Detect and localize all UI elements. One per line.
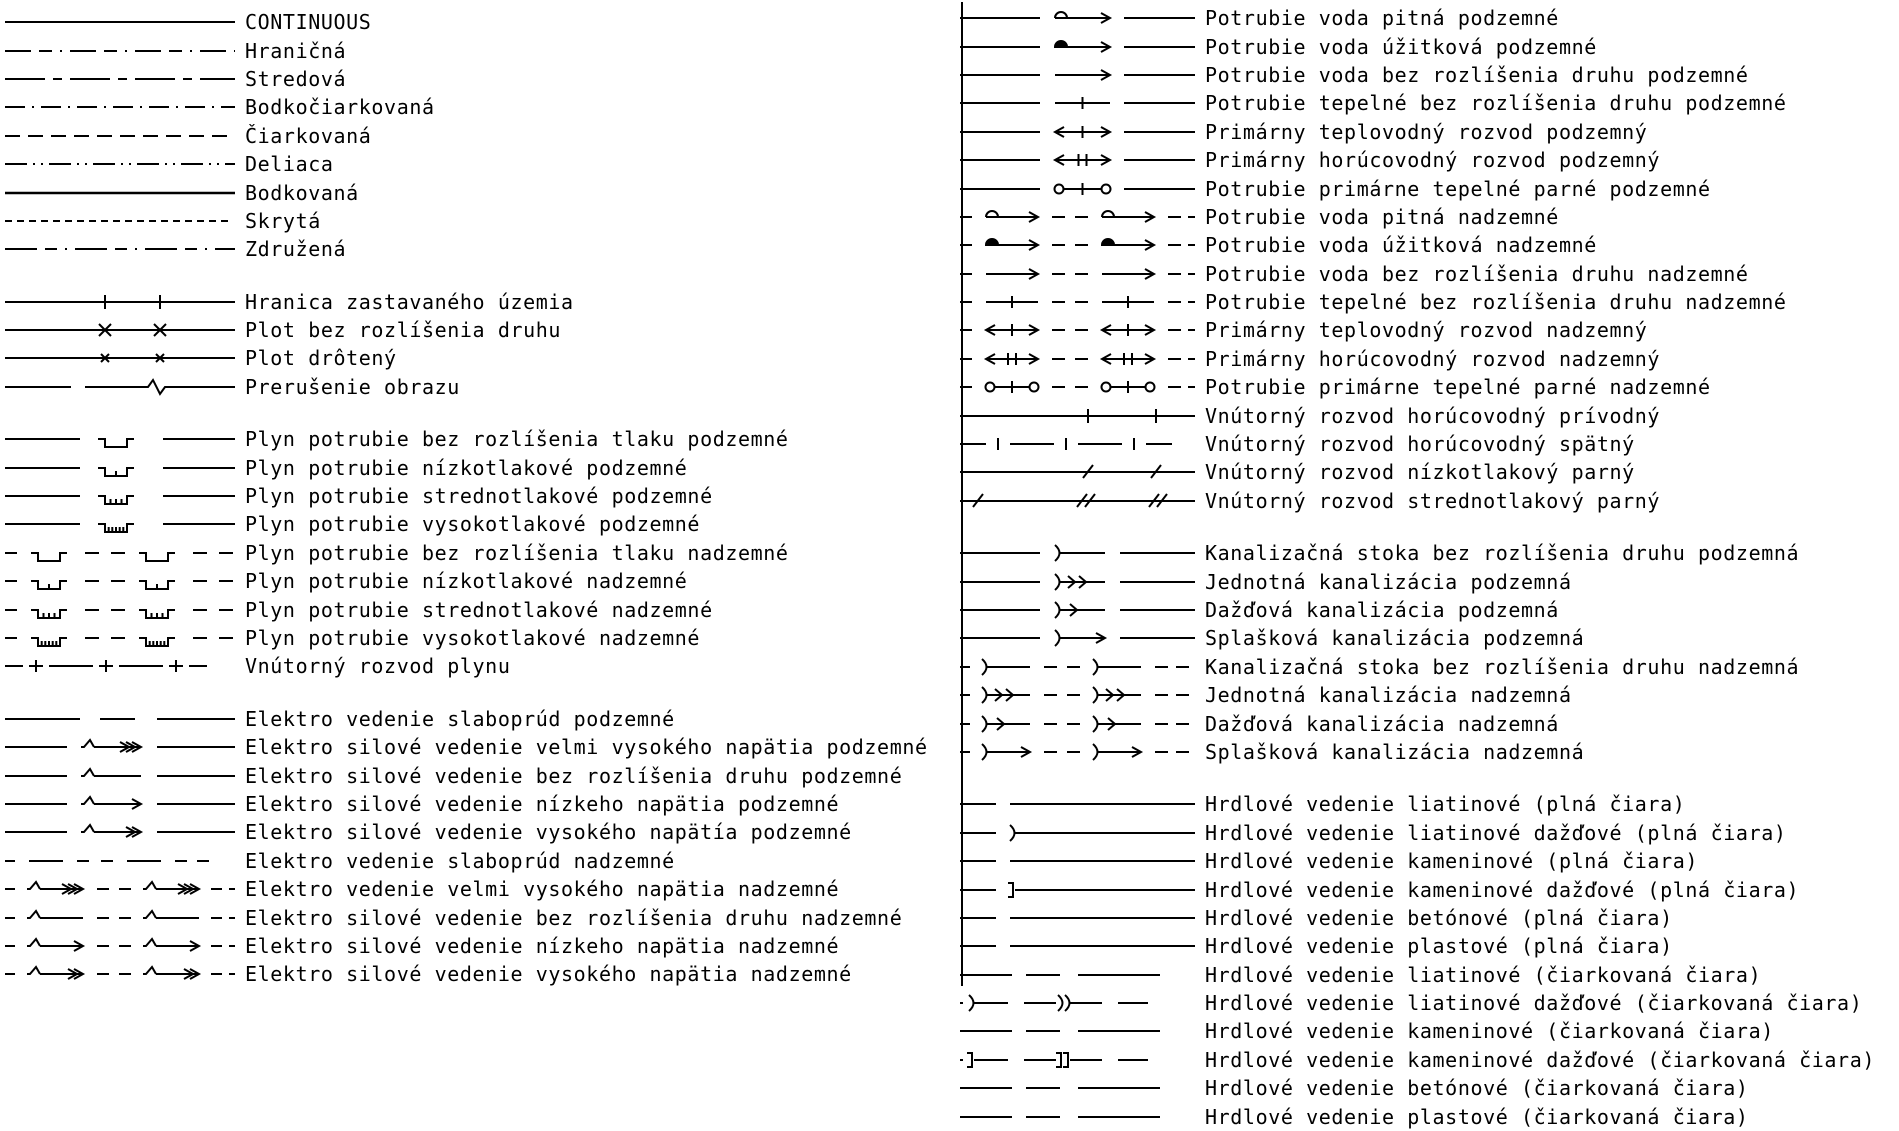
legend-label: Potrubie tepelné bez rozlíšenia druhu nadzemné — [1205, 290, 1787, 315]
legend-label: Hrdlové vedenie liatinové dažďové (plná čiara) — [1205, 820, 1787, 845]
heat-warm-solid-icon — [960, 119, 1195, 145]
socket-solid-icon — [960, 933, 1195, 959]
socket-dashed-icon — [960, 1104, 1195, 1130]
legend-row — [5, 539, 928, 567]
legend-label: Primárny teplovodný rozvod podzemný — [1205, 119, 1648, 144]
elec-plain-dashed-icon — [5, 905, 235, 931]
legend-row — [960, 989, 1875, 1017]
gas-mid-solid-icon — [5, 483, 235, 509]
legend-row — [5, 36, 928, 64]
legend-row — [5, 595, 928, 623]
legend-label: Prerušenie obrazu — [245, 374, 460, 399]
legend-label: Hrdlové vedenie betónové (plná čiara) — [1205, 905, 1673, 930]
legend-label: Stredová — [245, 66, 347, 91]
legend-column-left — [5, 8, 928, 989]
legend-label: Potrubie voda pitná podzemné — [1205, 6, 1559, 31]
legend-label: Potrubie voda bez rozlíšenia druhu podzemné — [1205, 62, 1749, 87]
dotted-dense-icon — [5, 180, 235, 206]
legend-row — [5, 960, 928, 988]
socket-solid-icon — [960, 791, 1195, 817]
sewer-waste-solid-icon — [960, 625, 1195, 651]
legend-label: Potrubie tepelné bez rozlíšenia druhu podzemné — [1205, 91, 1787, 116]
legend-label: Elektro silové vedenie velmi vysokého napätia podzemné — [245, 735, 928, 760]
legend-row — [5, 65, 928, 93]
line-plus-marks-icon — [5, 289, 235, 315]
legend-row — [960, 288, 1875, 316]
legend-label: Primárny horúcovodný rozvod podzemný — [1205, 148, 1661, 173]
legend-row — [5, 425, 928, 453]
dash-dot-dot-icon — [5, 151, 235, 177]
legend-label: CONTINUOUS — [245, 10, 372, 35]
legend-label: Skrytá — [245, 208, 321, 233]
legend-row — [5, 818, 928, 846]
legend-row — [960, 932, 1875, 960]
legend-row — [960, 430, 1875, 458]
legend-label: Dažďová kanalizácia nadzemná — [1205, 711, 1559, 736]
dashed-icon — [5, 123, 235, 149]
legend-row — [960, 539, 1875, 567]
gas-plain-solid-icon — [5, 426, 235, 452]
legend-label: Jednotná kanalizácia podzemná — [1205, 569, 1572, 594]
elec-weak-solid-icon — [5, 706, 235, 732]
section-electric-lines — [5, 705, 928, 989]
gas-mid-dashed-icon — [5, 597, 235, 623]
legend-label: Elektro silové vedenie bez rozlíšenia druhu podzemné — [245, 763, 903, 788]
legend-label: Dažďová kanalizácia podzemná — [1205, 598, 1559, 622]
legend-label: Elektro vedenie velmi vysokého napätia nadzemné — [245, 877, 840, 902]
legend-label: Plyn potrubie bez rozlíšenia tlaku podzemné — [245, 427, 789, 452]
legend-row — [960, 203, 1875, 231]
legend-row — [960, 4, 1875, 32]
legend-row — [5, 932, 928, 960]
legend-label: Hrdlové vedenie plastové (čiarkovaná čiara) — [1205, 1104, 1749, 1129]
legend-label: Bodkočiarkovaná — [245, 95, 435, 120]
elec-vvn-dashed-icon — [5, 876, 235, 902]
heat-plain-dashed-icon — [960, 289, 1195, 315]
section-gas-pipes — [5, 425, 928, 681]
legend-label: Združená — [245, 237, 347, 262]
legend-row — [960, 146, 1875, 174]
legend-column-right — [960, 4, 1875, 1131]
water-plain-solid-icon — [960, 62, 1195, 88]
legend-label: Plyn potrubie vysokotlakové nadzemné — [245, 626, 701, 650]
heat-plain-solid-icon — [960, 90, 1195, 116]
legend-label: Hrdlové vedenie betónové (čiarkovaná čiara) — [1205, 1076, 1749, 1101]
legend-label: Potrubie voda bez rozlíšenia druhu nadzemné — [1205, 261, 1749, 286]
inner-line-dblslash-icon — [960, 488, 1195, 514]
sewer-comb-solid-icon — [960, 569, 1195, 595]
sewer-rain-dashed-icon — [960, 711, 1195, 737]
legend-row — [5, 875, 928, 903]
sewer-plain-solid-icon — [960, 540, 1195, 566]
legend-label: Kanalizačná stoka bez rozlíšenia druhu podzemná — [1205, 541, 1800, 566]
legend-row — [960, 61, 1875, 89]
legend-row — [960, 345, 1875, 373]
legend-label: Potrubie voda pitná nadzemné — [1205, 204, 1559, 229]
socket-dashed-bracket-icon — [960, 1047, 1195, 1073]
legend-row — [5, 150, 928, 178]
legend-label: Vnútorný rozvod horúcovodný prívodný — [1205, 403, 1661, 428]
legend-row — [5, 903, 928, 931]
legend-row — [5, 373, 928, 401]
socket-dashed-icon — [960, 962, 1195, 988]
legend-label: Vnútorný rozvod strednotlakový parný — [1205, 488, 1661, 513]
water-plain-dashed-icon — [960, 261, 1195, 287]
socket-solid-bracket-icon — [960, 877, 1195, 903]
elec-weak-dashed-icon — [5, 848, 235, 874]
legend-row — [960, 1074, 1875, 1102]
socket-dashed-icon — [960, 1018, 1195, 1044]
legend-label: Potrubie voda úžitková podzemné — [1205, 34, 1597, 59]
legend-label: Jednotná kanalizácia nadzemná — [1205, 683, 1572, 708]
legend-label: Bodkovaná — [245, 180, 359, 205]
legend-label: Plyn potrubie nízkotlakové nadzemné — [245, 569, 688, 594]
legend-label: Potrubie voda úžitková nadzemné — [1205, 233, 1597, 258]
legend-row — [5, 316, 928, 344]
legend-row — [5, 207, 928, 235]
sewer-comb-dashed-icon — [960, 682, 1195, 708]
legend-label: Hrdlové vedenie kameninové (čiarkovaná čiara) — [1205, 1019, 1774, 1044]
elec-vn-dashed-icon — [5, 961, 235, 987]
socket-dashed-paren-icon — [960, 990, 1195, 1016]
legend-row — [5, 178, 928, 206]
line-x-small-marks-icon — [5, 345, 235, 371]
legend-label: Splašková kanalizácia podzemná — [1205, 626, 1585, 651]
legend-label: Plot drôtený — [245, 346, 397, 371]
legend-row — [5, 624, 928, 652]
legend-label: Plyn potrubie strednotlakové podzemné — [245, 484, 713, 509]
legend-label: Elektro silové vedenie vysokého napätía podzemné — [245, 820, 852, 845]
socket-solid-paren-icon — [960, 820, 1195, 846]
legend-row — [960, 847, 1875, 875]
legend-label: Hrdlové vedenie liatinové dažďové (čiarkovaná čiara) — [1205, 991, 1863, 1016]
legend-label: Elektro vedenie slaboprúd nadzemné — [245, 848, 675, 873]
legend-row — [5, 235, 928, 263]
legend-row — [5, 567, 928, 595]
legend-row — [5, 344, 928, 372]
legend-row — [5, 847, 928, 875]
elec-vn-solid-icon — [5, 819, 235, 845]
water-filled-dashed-icon — [960, 232, 1195, 258]
legend-row — [960, 567, 1875, 595]
heat-hot-solid-icon — [960, 147, 1195, 173]
legend-label: Hraničná — [245, 38, 347, 63]
legend-row — [5, 790, 928, 818]
legend-label: Plyn potrubie strednotlakové nadzemné — [245, 597, 713, 622]
legend-row — [5, 482, 928, 510]
legend-row — [960, 1046, 1875, 1074]
legend-row — [960, 738, 1875, 766]
elec-nn-solid-icon — [5, 791, 235, 817]
legend-row — [960, 316, 1875, 344]
legend-label: Plot bez rozlíšenia druhu — [245, 318, 562, 343]
legend-row — [960, 709, 1875, 737]
legend-row — [960, 174, 1875, 202]
heat-hot-dashed-icon — [960, 346, 1195, 372]
legend-row — [960, 681, 1875, 709]
water-open-solid-icon — [960, 5, 1195, 31]
section-basic-linetypes — [5, 8, 928, 264]
line-x-marks-icon — [5, 317, 235, 343]
gas-plain-dashed-icon — [5, 540, 235, 566]
legend-label: Elektro silové vedenie bez rozlíšenia druhu nadzemné — [245, 905, 903, 930]
break-zigzag-icon — [5, 374, 235, 400]
legend-label: Hrdlové vedenie kameninové dažďové (čiarkovaná čiara) — [1205, 1047, 1875, 1072]
water-open-dashed-icon — [960, 204, 1195, 230]
legend-label: Elektro silové vedenie vysokého napätia nadzemné — [245, 962, 852, 987]
legend-label: Hrdlové vedenie liatinové (plná čiara) — [1205, 792, 1686, 817]
gas-low-solid-icon — [5, 455, 235, 481]
legend-row — [960, 596, 1875, 624]
gas-high-dashed-icon — [5, 625, 235, 651]
legend-row — [960, 819, 1875, 847]
inner-line-ticks-icon — [960, 403, 1195, 429]
dash-dot-icon — [5, 94, 235, 120]
legend-label: Primárny horúcovodný rozvod nadzemný — [1205, 346, 1661, 371]
gas-low-dashed-icon — [5, 568, 235, 594]
legend-row — [5, 652, 928, 680]
gas-inner-plus-icon — [5, 653, 235, 679]
legend-label: Vnútorný rozvod plynu — [245, 654, 511, 679]
legend-row — [960, 790, 1875, 818]
legend-label: Čiarkovaná — [245, 123, 372, 148]
heat-steam-solid-icon — [960, 176, 1195, 202]
legend-label: Potrubie primárne tepelné parné nadzemné — [1205, 375, 1711, 400]
legend-label: Hrdlové vedenie liatinové (čiarkovaná čiara) — [1205, 962, 1762, 987]
legend-label: Elektro vedenie slaboprúd podzemné — [245, 706, 675, 731]
legend-row — [5, 93, 928, 121]
legend-row — [5, 288, 928, 316]
elec-nn-dashed-icon — [5, 933, 235, 959]
elec-plain-solid-icon — [5, 763, 235, 789]
heat-steam-dashed-icon — [960, 374, 1195, 400]
sewer-plain-dashed-icon — [960, 654, 1195, 680]
socket-solid-icon — [960, 848, 1195, 874]
boundary-dash-icon — [5, 38, 235, 64]
legend-row — [960, 653, 1875, 681]
legend-row — [960, 875, 1875, 903]
legend-row — [5, 510, 928, 538]
center-dash-icon — [5, 66, 235, 92]
sewer-rain-solid-icon — [960, 597, 1195, 623]
legend-row — [960, 458, 1875, 486]
legend-row — [960, 260, 1875, 288]
section-socket-pipes — [960, 790, 1875, 1131]
legend-label: Plyn potrubie vysokotlakové podzemné — [245, 512, 701, 537]
legend-label: Plyn potrubie bez rozlíšenia tlaku nadzemné — [245, 540, 789, 565]
socket-dashed-icon — [960, 1075, 1195, 1101]
section-water-heat-pipes — [960, 4, 1875, 515]
legend-label: Vnútorný rozvod nízkotlakový parný — [1205, 460, 1635, 485]
legend-label: Hrdlové vedenie plastové (plná čiara) — [1205, 934, 1673, 959]
legend-row — [5, 122, 928, 150]
inner-line-slash-icon — [960, 459, 1195, 485]
elec-vvn-solid-icon — [5, 734, 235, 760]
legend-label: Hranica zastavaného územia — [245, 289, 574, 314]
legend-row — [960, 401, 1875, 429]
solid-icon — [5, 9, 235, 35]
legend-label: Kanalizačná stoka bez rozlíšenia druhu nadzemná — [1205, 654, 1800, 679]
hidden-dash-icon — [5, 208, 235, 234]
combined-dash-icon — [5, 236, 235, 262]
legend-label: Potrubie primárne tepelné parné podzemné — [1205, 176, 1711, 201]
legend-label: Primárny teplovodný rozvod nadzemný — [1205, 318, 1648, 343]
legend-row — [960, 89, 1875, 117]
legend-row — [5, 733, 928, 761]
legend-row — [960, 1017, 1875, 1045]
sewer-waste-dashed-icon — [960, 739, 1195, 765]
socket-solid-icon — [960, 905, 1195, 931]
water-filled-solid-icon — [960, 34, 1195, 60]
legend-label: Deliaca — [245, 152, 334, 177]
section-sewer-lines — [960, 539, 1875, 766]
legend-label: Elektro silové vedenie nízkeho napätia podzemné — [245, 791, 840, 816]
legend-row — [5, 761, 928, 789]
legend-label: Elektro silové vedenie nízkeho napätia nadzemné — [245, 933, 840, 958]
legend-row — [960, 231, 1875, 259]
legend-row — [960, 904, 1875, 932]
legend-label: Vnútorný rozvod horúcovodný spätný — [1205, 432, 1635, 457]
inner-dash-ticks-icon — [960, 431, 1195, 457]
section-boundaries-fences — [5, 288, 928, 402]
legend-row — [960, 487, 1875, 515]
legend-row — [960, 961, 1875, 989]
legend-row — [5, 705, 928, 733]
legend-row — [5, 8, 928, 36]
legend-label: Hrdlové vedenie kameninové dažďové (plná čiara) — [1205, 877, 1800, 902]
heat-warm-dashed-icon — [960, 317, 1195, 343]
legend-row — [960, 32, 1875, 60]
legend-row — [960, 624, 1875, 652]
legend-label: Splašková kanalizácia nadzemná — [1205, 739, 1585, 764]
legend-row — [960, 118, 1875, 146]
legend-row — [5, 453, 928, 481]
legend-label: Hrdlové vedenie kameninové (plná čiara) — [1205, 849, 1698, 874]
legend-label: Plyn potrubie nízkotlakové podzemné — [245, 455, 688, 480]
gas-high-solid-icon — [5, 511, 235, 537]
legend-row — [960, 373, 1875, 401]
